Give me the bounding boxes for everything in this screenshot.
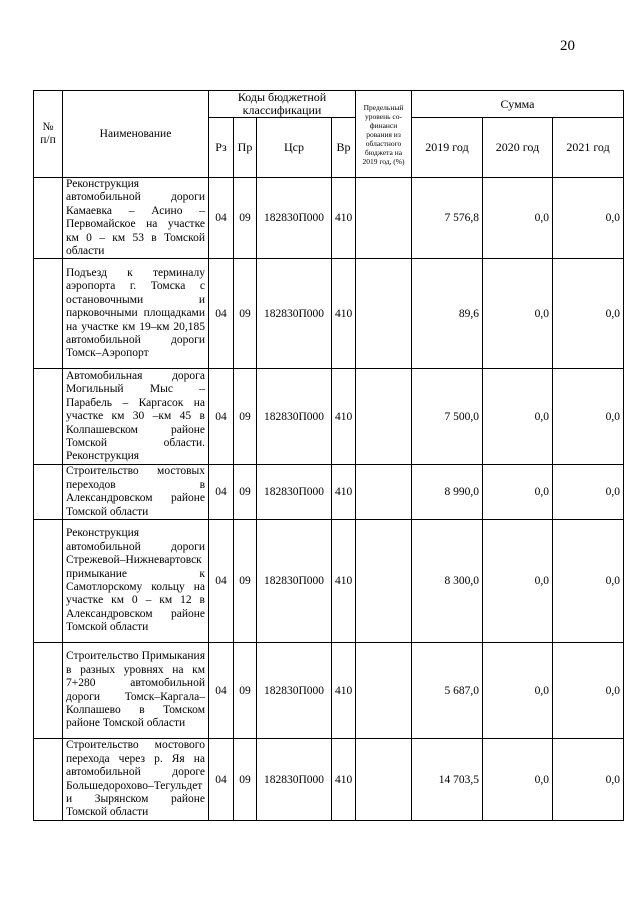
row-pr: 09 (234, 178, 257, 259)
row-2020: 0,0 (483, 465, 553, 520)
row-csr: 182830П000 (257, 369, 332, 465)
budget-table (33, 90, 624, 821)
table-row (34, 739, 624, 821)
header-num: № п/п (34, 91, 63, 178)
row-level (356, 739, 412, 821)
table-row (34, 259, 624, 369)
row-level (356, 178, 412, 259)
row-number (34, 259, 63, 369)
row-number (34, 465, 63, 520)
row-2021: 0,0 (553, 643, 624, 739)
row-level (356, 643, 412, 739)
row-2021: 0,0 (553, 520, 624, 643)
row-rz: 04 (209, 178, 234, 259)
row-vr: 410 (332, 520, 356, 643)
table-row (34, 465, 624, 520)
row-rz: 04 (209, 465, 234, 520)
row-number (34, 643, 63, 739)
row-2019: 89,6 (412, 259, 483, 369)
row-pr: 09 (234, 259, 257, 369)
header-vr: Вр (332, 118, 356, 178)
table-row (34, 520, 624, 643)
page-number: 20 (560, 38, 575, 54)
row-2021: 0,0 (553, 465, 624, 520)
row-2020: 0,0 (483, 739, 553, 821)
row-2021: 0,0 (553, 178, 624, 259)
row-2020: 0,0 (483, 178, 553, 259)
row-name: Автомобильная дорога Могильный Мыс – Парабель – Каргасок на участке км 30 –км 45 в Колпашевском районе Томской области. Реконструкция (63, 369, 209, 465)
row-rz: 04 (209, 739, 234, 821)
row-name: Реконструкция автомобильной дороги Стрежевой–Нижневартовск примыкание к Самотлорскому кольцу на участке км 0 – км 12 в Александровском районе Томской области (63, 520, 209, 643)
table-row (34, 178, 624, 259)
row-vr: 410 (332, 643, 356, 739)
row-2019: 8 990,0 (412, 465, 483, 520)
row-csr: 182830П000 (257, 643, 332, 739)
row-name: Строительство Примыкания в разных уровнях на км 7+280 автомобильной дороги Томск–Каргала–Колпашево в Томском районе Томской области (63, 643, 209, 739)
row-2021: 0,0 (553, 739, 624, 821)
row-name: Строительство мостового перехода через р. Яя на автомобильной дороге Большедорохово–Тегульдет и Зырянском районе Томской области (63, 739, 209, 821)
row-pr: 09 (234, 643, 257, 739)
row-2019: 7 500,0 (412, 369, 483, 465)
row-name: Строительство мостовых переходов в Александровском районе Томской области (63, 465, 209, 520)
row-rz: 04 (209, 369, 234, 465)
row-rz: 04 (209, 643, 234, 739)
header-csr: Цср (257, 118, 332, 178)
row-2019: 5 687,0 (412, 643, 483, 739)
row-csr: 182830П000 (257, 259, 332, 369)
row-number (34, 178, 63, 259)
row-number (34, 520, 63, 643)
table-row (34, 643, 624, 739)
row-vr: 410 (332, 178, 356, 259)
row-name: Подъезд к терминалу аэропорта г. Томска с остановочными и парковочными площадками на участке км 19–км 20,185 автомобильной дороги Томск–Аэропорт (63, 259, 209, 369)
row-vr: 410 (332, 259, 356, 369)
row-pr: 09 (234, 520, 257, 643)
row-2020: 0,0 (483, 520, 553, 643)
row-csr: 182830П000 (257, 739, 332, 821)
row-vr: 410 (332, 465, 356, 520)
header-pr: Пр (234, 118, 257, 178)
row-csr: 182830П000 (257, 465, 332, 520)
row-2020: 0,0 (483, 643, 553, 739)
header-sum: Сумма (412, 91, 624, 118)
header-2019: 2019 год (412, 118, 483, 178)
row-2019: 8 300,0 (412, 520, 483, 643)
row-2021: 0,0 (553, 369, 624, 465)
row-rz: 04 (209, 520, 234, 643)
row-number (34, 739, 63, 821)
row-pr: 09 (234, 739, 257, 821)
row-csr: 182830П000 (257, 520, 332, 643)
row-level (356, 369, 412, 465)
row-csr: 182830П000 (257, 178, 332, 259)
row-level (356, 520, 412, 643)
row-2020: 0,0 (483, 369, 553, 465)
header-name: Наименование (63, 91, 209, 178)
row-2020: 0,0 (483, 259, 553, 369)
header-2021: 2021 год (553, 118, 624, 178)
row-name: Реконструкция автомобильной дороги Камаевка – Асино – Первомайское на участке км 0 – км 53 в Томской области (63, 178, 209, 259)
table-row (34, 369, 624, 465)
row-2019: 14 703,5 (412, 739, 483, 821)
row-vr: 410 (332, 739, 356, 821)
row-vr: 410 (332, 369, 356, 465)
header-rz: Рз (209, 118, 234, 178)
row-pr: 09 (234, 369, 257, 465)
row-rz: 04 (209, 259, 234, 369)
row-level (356, 259, 412, 369)
header-codes: Коды бюджетной классификации (209, 91, 356, 118)
header-2020: 2020 год (483, 118, 553, 178)
row-2021: 0,0 (553, 259, 624, 369)
row-pr: 09 (234, 465, 257, 520)
row-number (34, 369, 63, 465)
row-2019: 7 576,8 (412, 178, 483, 259)
header-level: Предельный уровень со-финанси рования из областного бюджета на 2019 год, (%) (356, 91, 412, 178)
row-level (356, 465, 412, 520)
